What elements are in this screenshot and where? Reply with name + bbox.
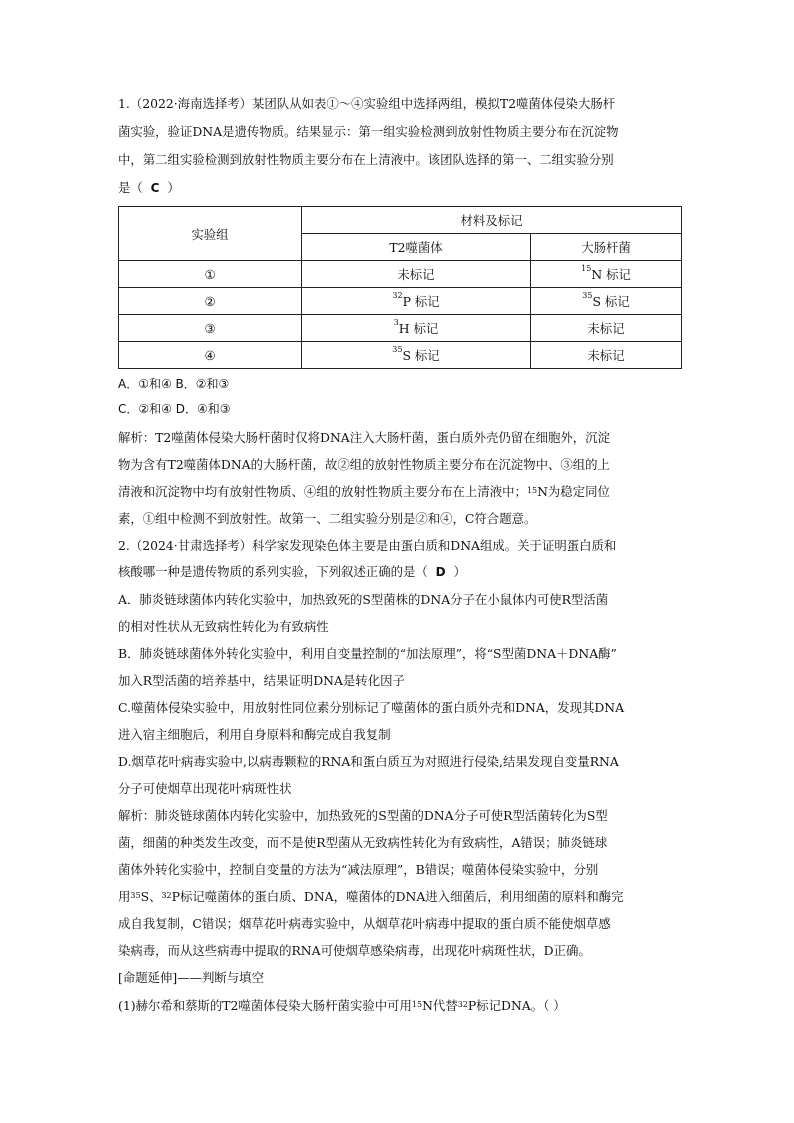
q2-option-line: D.烟草花叶病毒实验中,以病毒颗粒的RNA和蛋白质互为对照进行侵染,结果发现自变量RNA: [118, 754, 619, 769]
q2-stem-prefix: 核酸哪一种是遗传物质的系列实验，下列叙述正确的是（: [118, 564, 428, 579]
extension-title: [命题延伸]——判断与填空: [118, 970, 264, 985]
q2-option-line: 进入宿主细胞后，利用自身原料和酶完成自我复制: [118, 727, 391, 742]
q2-answer: D: [435, 565, 446, 579]
cell-phage: 未标记: [302, 261, 531, 288]
q1-stem-suffix: ）: [167, 180, 180, 195]
q1-stem-prefix: 是（: [118, 180, 143, 195]
q2-option-line: C.噬菌体侵染实验中，用放射性同位素分别标记了噬菌体的蛋白质外壳和DNA，发现其DNA: [118, 700, 625, 715]
q2-analysis-line: 成自我复制，C错误；烟草花叶病毒实验中，从烟草花叶病毒中提取的蛋白质不能使烟草感: [118, 916, 611, 931]
q1-options-line: A．①和④ B．②和③: [118, 377, 230, 391]
q2-option-line: 的相对性状从无致病性转化为有致病性: [118, 619, 329, 634]
cell-phage: $^{35}$S 标记: [302, 342, 531, 369]
table-row: [119, 261, 682, 288]
table-row: [119, 315, 682, 342]
q2-analysis-line: 用$^{35}$S、$^{32}$P标记噬菌体的蛋白质、DNA，噬菌体的DNA进入细菌后，利用细菌的原料和酶完: [118, 889, 624, 904]
q1-analysis-line: 素，①组中检测不到放射性。故第一、二组实验分别是②和④，C符合题意。: [118, 511, 537, 526]
table-header-group: 实验组: [119, 207, 302, 261]
cell-group: ③: [119, 315, 302, 342]
table-header-materials: 材料及标记: [302, 207, 682, 234]
cell-ecoli: 未标记: [531, 315, 682, 342]
cell-ecoli: 未标记: [531, 342, 682, 369]
q2-option-line: A．肺炎链球菌体内转化实验中，加热致死的S型菌株的DNA分子在小鼠体内可使R型活菌: [118, 592, 609, 607]
q2-stem-last-line: [118, 562, 466, 582]
q1-stem-last-line: [118, 178, 180, 198]
q2-analysis-line: 染病毒，而从这些病毒中提取的RNA可使烟草感染病毒，出现花叶病斑性状，D正确。: [118, 943, 591, 958]
q2-option-line: 加入R型活菌的培养基中，结果证明DNA是转化因子: [118, 673, 405, 688]
q1-stem-line: 中，第二组实验检测到放射性物质主要分布在上清液中。该团队选择的第一、二组实验分别: [118, 152, 614, 167]
q1-options-line: C．②和④ D．④和③: [118, 402, 231, 416]
q1-stem-line: 1.（2022·海南选择考）某团队从如表①～④实验组中选择两组，模拟T2噬菌体侵染大肠杆: [118, 96, 616, 111]
q1-answer: C: [150, 181, 160, 195]
q2-analysis-line: 菌，细菌的种类发生改变，而不是使R型菌从无致病性转化为有致病性，A错误；肺炎链球: [118, 835, 608, 850]
table-row: [119, 342, 682, 369]
cell-ecoli: $^{15}$N 标记: [531, 261, 682, 288]
table-header-phage: T2噬菌体: [302, 234, 531, 261]
q2-option-line: B．肺炎链球菌体外转化实验中，利用自变量控制的“加法原理”，将“S型菌DNA＋DNA酶”: [118, 646, 617, 661]
q1-table: [118, 206, 682, 369]
q2-analysis-line: 菌体外转化实验中，控制自变量的方法为“减法原理”，B错误；噬菌体侵染实验中，分别: [118, 862, 599, 877]
q1-analysis-line: 清液和沉淀物中均有放射性物质、④组的放射性物质主要分布在上清液中；$^{15}$N为稳定同位: [118, 484, 610, 499]
q1-stem-line: 菌实验，验证DNA是遗传物质。结果显示：第一组实验检测到放射性物质主要分布在沉淀物: [118, 124, 619, 139]
table-header-ecoli: 大肠杆菌: [531, 234, 682, 261]
table-row: [119, 288, 682, 315]
q1-analysis-line: 物为含有T2噬菌体DNA的大肠杆菌，故②组的放射性物质主要分布在沉淀物中、③组的上: [118, 457, 610, 472]
cell-group: ①: [119, 261, 302, 288]
q1-analysis-line: 解析：T2噬菌体侵染大肠杆菌时仅将DNA注入大肠杆菌，蛋白质外壳仍留在细胞外，沉淀: [118, 430, 610, 445]
q2-analysis-line: 解析：肺炎链球菌体内转化实验中，加热致死的S型菌的DNA分子可使R型活菌转化为S型: [118, 808, 608, 823]
cell-ecoli: $^{35}$S 标记: [531, 288, 682, 315]
q2-stem-suffix: ）: [453, 564, 466, 579]
cell-group: ②: [119, 288, 302, 315]
cell-group: ④: [119, 342, 302, 369]
cell-phage: $^3$H 标记: [302, 315, 531, 342]
cell-phage: $^{32}$P 标记: [302, 288, 531, 315]
q2-stem-line: 2.（2024·甘肃选择考）科学家发现染色体主要是由蛋白质和DNA组成。关于证明蛋白质和: [118, 538, 617, 553]
extension-item: (1)赫尔希和蔡斯的T2噬菌体侵染大肠杆菌实验中可用$^{15}$N代替$^{32}$P标记DNA。（ ）: [118, 998, 566, 1013]
q2-option-line: 分子可使烟草出现花叶病斑性状: [118, 781, 292, 796]
